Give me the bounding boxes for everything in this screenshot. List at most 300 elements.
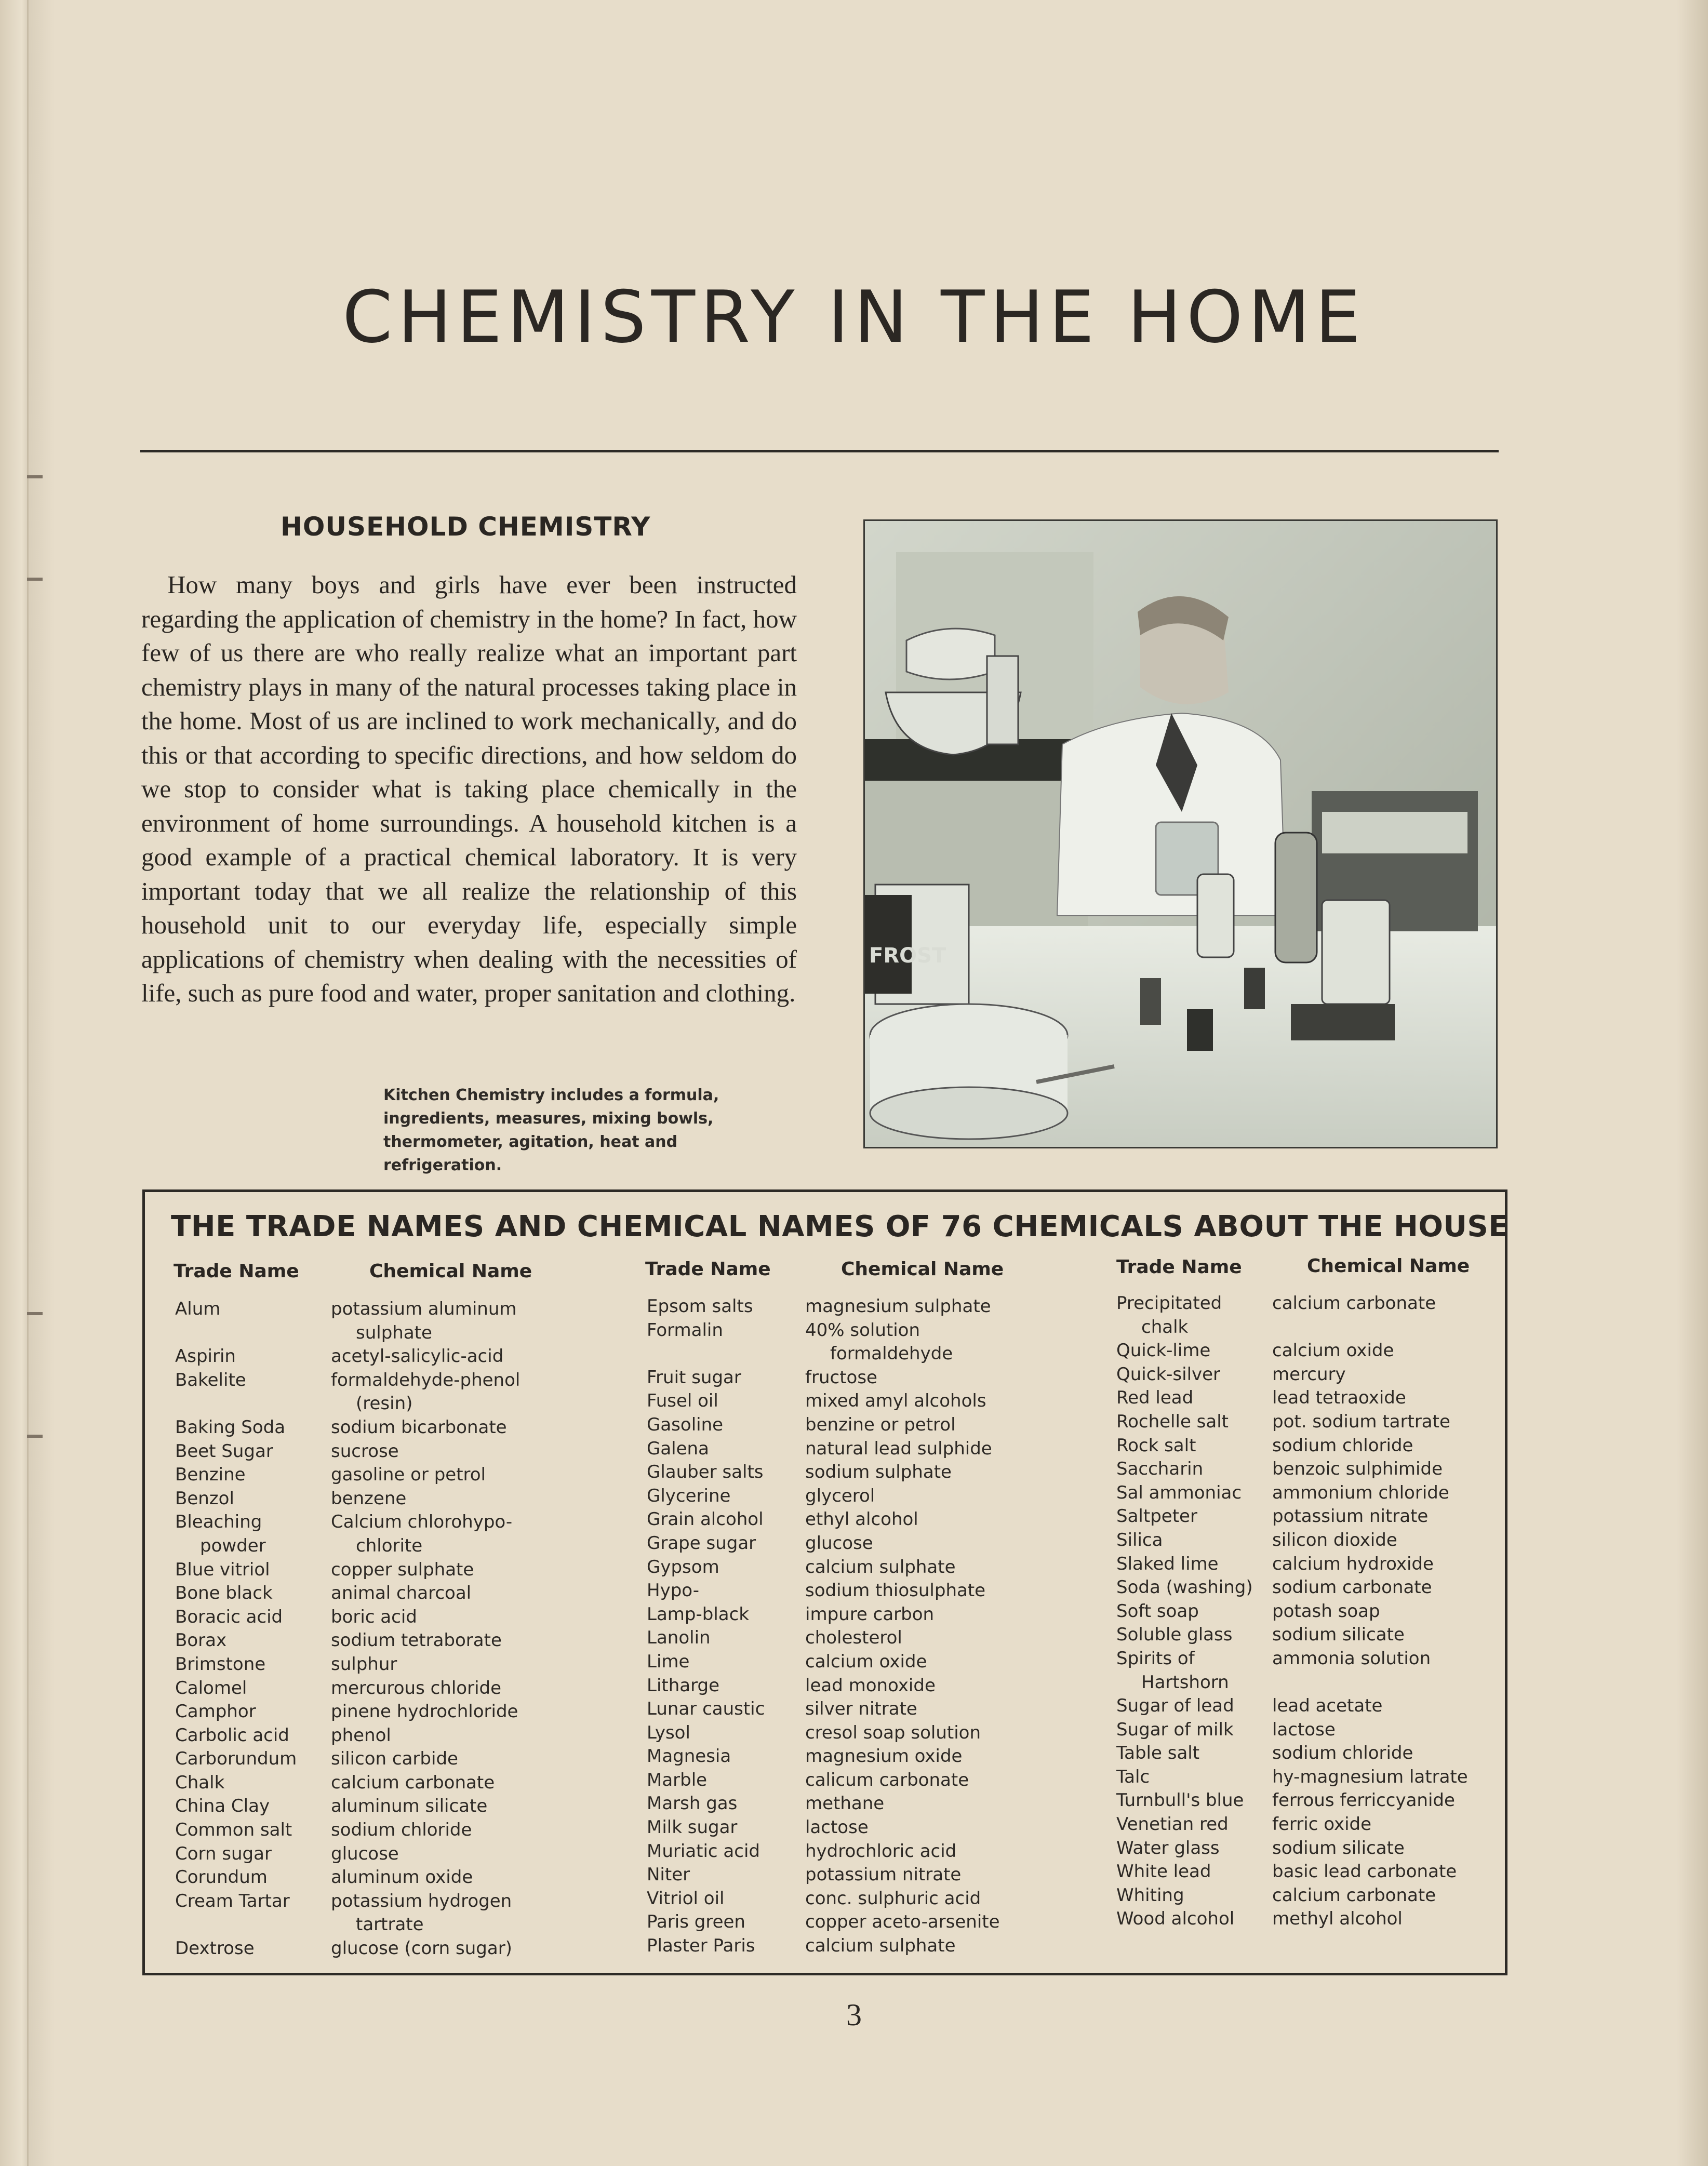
table-row [647, 1603, 1000, 1627]
trade-name-text: Water glass [1116, 1837, 1220, 1859]
chemical-name-cell [1272, 1386, 1406, 1410]
trade-name-text: Rochelle salt [1116, 1411, 1229, 1432]
chemical-name-cell [331, 1440, 399, 1464]
table-row [1116, 1434, 1468, 1458]
trade-name-text: White lead [1116, 1861, 1211, 1882]
table-row [1116, 1576, 1468, 1600]
chemical-name-text: sodium chloride [1272, 1435, 1413, 1456]
table-row [1116, 1292, 1468, 1339]
trade-name-cell [647, 1413, 805, 1437]
chemical-name-text: gasoline or petrol [331, 1464, 486, 1486]
table-row [647, 1721, 1000, 1745]
photo-caption: Kitchen Chemistry includes a formula, ingredients, measures, mixing bowls, thermometer, agitation, heat and refrigeration. [383, 1086, 719, 1174]
table-row [647, 1437, 1000, 1461]
trade-name-cell [1116, 1505, 1272, 1529]
trade-name-cell [1116, 1481, 1272, 1505]
trade-name-cell [647, 1508, 805, 1532]
chemical-name-text: potassium nitrate [1272, 1506, 1429, 1527]
chemical-name-text: mercurous chloride [331, 1677, 502, 1699]
trade-name-cell [175, 1700, 331, 1724]
chemical-name-text: mixed amyl alcohols [805, 1390, 986, 1412]
chemical-name-text: calcium hydroxide [1272, 1553, 1434, 1574]
table-row [175, 1298, 520, 1345]
trade-name-text: Precipitated [1116, 1293, 1222, 1314]
chemical-name-text: calicum carbonate [805, 1769, 969, 1790]
trade-name-text: Alum [175, 1299, 221, 1319]
trade-name-text: Gypsom [647, 1556, 719, 1577]
trade-name-cell [175, 1890, 331, 1937]
chemical-name-text: cresol soap solution [805, 1722, 981, 1743]
trade-name-cell [175, 1653, 331, 1677]
table-row [1116, 1481, 1468, 1505]
chemical-name-cell [805, 1366, 877, 1390]
chemical-name-cell [331, 1771, 495, 1795]
trade-name-cell [647, 1887, 805, 1911]
chemical-name-header: Chemical Name [369, 1261, 532, 1282]
table-row [175, 1771, 520, 1795]
chemical-name-cell [1272, 1694, 1382, 1718]
table-column-1 [175, 1298, 520, 1961]
trade-name-text: China Clay [175, 1796, 270, 1817]
trade-name-text: Benzine [175, 1464, 246, 1486]
table-row [1116, 1884, 1468, 1908]
trade-name-text: Red lead [1116, 1387, 1194, 1409]
trade-name-cell [647, 1532, 805, 1556]
chemical-name-cell [1272, 1529, 1397, 1553]
trade-name-cell [175, 1819, 331, 1842]
table-row [1116, 1505, 1468, 1529]
chemical-name-text: ammonium chloride [1272, 1482, 1449, 1503]
chemical-name-cell [1272, 1458, 1443, 1481]
table-row [647, 1508, 1000, 1532]
trade-name-text: Hypo- [647, 1580, 699, 1601]
title-divider [140, 450, 1499, 452]
table-row [1116, 1600, 1468, 1624]
chemical-name-text: potash soap [1272, 1600, 1380, 1622]
page-number: 3 [846, 1998, 862, 2032]
chemical-name-text: lead acetate [1272, 1695, 1383, 1717]
table-row [647, 1626, 1000, 1650]
chemical-name-cell [331, 1890, 512, 1937]
chemical-name-cell [1272, 1339, 1394, 1363]
table-row [647, 1366, 1000, 1390]
trade-name-cell [1116, 1647, 1272, 1694]
chemical-name-cell [331, 1298, 517, 1345]
chemical-name-cell [1272, 1363, 1346, 1387]
trade-name-cell [1116, 1553, 1272, 1576]
trade-name-text: Lysol [647, 1722, 690, 1743]
trade-name-text: Carborundum [175, 1748, 297, 1770]
chemical-name-cell [1272, 1742, 1413, 1766]
chemical-name-cell [805, 1319, 953, 1366]
trade-name-cell [647, 1319, 805, 1366]
chemical-name-cell [1272, 1718, 1336, 1742]
table-row [647, 1697, 1000, 1721]
trade-name-cell [1116, 1292, 1272, 1339]
chemical-name-cell [1272, 1600, 1380, 1624]
trade-name-cell [647, 1366, 805, 1390]
trade-name-cell [1116, 1742, 1272, 1766]
trade-name-text: Talc [1116, 1766, 1150, 1787]
chemical-name-cell [331, 1629, 502, 1653]
trade-name-cell [647, 1389, 805, 1413]
trade-name-text: Magnesia [647, 1746, 731, 1767]
trade-name-text: Soda (washing) [1116, 1577, 1253, 1598]
trade-name-text: Sugar of lead [1116, 1695, 1234, 1717]
chemical-name-text: aluminum oxide [331, 1867, 473, 1888]
chemical-name-cell [1272, 1860, 1457, 1884]
chemical-name-cell [805, 1532, 873, 1556]
trade-name-cell [1116, 1694, 1272, 1718]
table-row [647, 1863, 1000, 1887]
trade-name-text: Corundum [175, 1867, 268, 1888]
chemical-name-text: sulphur [331, 1653, 397, 1675]
table-row [647, 1413, 1000, 1437]
trade-name-text: Spirits of [1116, 1648, 1195, 1669]
trade-name-cell [175, 1724, 331, 1748]
chemical-name-cell [1272, 1789, 1455, 1813]
trade-name-text: Calomel [175, 1677, 247, 1699]
chemical-name-cell [805, 1556, 956, 1580]
trade-name-cell [1116, 1623, 1272, 1647]
trade-name-text: Carbolic acid [175, 1724, 289, 1746]
trade-name-text: Gasoline [647, 1414, 724, 1435]
trade-name-header: Trade Name [645, 1259, 771, 1280]
table-row [175, 1416, 520, 1440]
trade-name-text: Galena [647, 1438, 709, 1459]
trade-name-text: Silica [1116, 1529, 1163, 1550]
chemical-name-text: methane [805, 1793, 885, 1814]
trade-name-cell [647, 1934, 805, 1958]
trade-name-cell [1116, 1884, 1272, 1908]
trade-name-cell [1116, 1860, 1272, 1884]
chemical-name-cell [805, 1674, 936, 1698]
trade-name-text: Corn sugar [175, 1843, 272, 1864]
table-row [175, 1463, 520, 1487]
chemical-name-text: pinene hydrochloride [331, 1701, 518, 1722]
chemical-name-text: acetyl-salicylic-acid [331, 1346, 504, 1367]
trade-name-text: Borax [175, 1630, 227, 1651]
chemical-name-cell [805, 1769, 969, 1793]
photo-box-label: FROST [869, 944, 946, 968]
table-row [1116, 1553, 1468, 1576]
chemical-name-text: sodium chloride [1272, 1743, 1413, 1764]
chemical-name-text: impure carbon [805, 1603, 935, 1625]
trade-name-text: Lanolin [647, 1627, 711, 1649]
chemical-name-cell [805, 1437, 992, 1461]
chemical-name-cell [1272, 1647, 1431, 1694]
trade-name-cell [1116, 1363, 1272, 1387]
trade-name-text: Table salt [1116, 1743, 1200, 1764]
trade-name-cell [175, 1937, 331, 1961]
trade-name-cell [175, 1842, 331, 1866]
chemical-name-text: ethyl alcohol [805, 1509, 918, 1530]
chemical-name-text: sodium thiosulphate [805, 1580, 986, 1601]
chemical-name-cell [331, 1369, 520, 1416]
table-row [175, 1510, 520, 1558]
chemical-name-cell [1272, 1907, 1403, 1931]
chemical-name-cell [1272, 1481, 1449, 1505]
table-column-2 [647, 1295, 1000, 1958]
chemical-name-text: fructose [805, 1367, 877, 1388]
trade-name-text: Common salt [175, 1820, 292, 1841]
chemical-name-text: calcium carbonate [1272, 1884, 1436, 1906]
chemical-name-cell [1272, 1434, 1413, 1458]
trade-name-cell [647, 1863, 805, 1887]
chemical-name-cell [1272, 1813, 1371, 1837]
chemical-name-cell [805, 1485, 875, 1508]
trade-name-text: Benzol [175, 1488, 234, 1509]
chemical-name-text: 40% solution [805, 1319, 920, 1341]
table-row [175, 1487, 520, 1511]
chemical-name-text: aluminum silicate [331, 1796, 488, 1817]
chemical-name-cell [331, 1582, 471, 1606]
chemical-name-cell [805, 1508, 918, 1532]
chemical-name-cell [805, 1413, 956, 1437]
chemical-name-cell [331, 1724, 391, 1748]
binding-staple [27, 475, 43, 478]
chemical-name-continuation: sulphate [356, 1322, 432, 1343]
trade-name-cell [647, 1650, 805, 1674]
chemical-name-text: silicon carbide [331, 1748, 458, 1770]
chemical-name-text: sodium silicate [1272, 1624, 1405, 1646]
trade-name-text: Whiting [1116, 1884, 1184, 1906]
chemical-name-continuation: formaldehyde [830, 1343, 953, 1365]
chemical-name-text: calcium carbonate [331, 1772, 495, 1793]
trade-name-text: Glycerine [647, 1485, 731, 1506]
trade-name-text: Chalk [175, 1772, 225, 1793]
chemical-name-cell [331, 1842, 399, 1866]
chemical-name-cell [331, 1510, 512, 1558]
trade-name-text: Beet Sugar [175, 1440, 273, 1462]
trade-name-text: Muriatic acid [647, 1840, 760, 1862]
trade-name-text: Soft soap [1116, 1600, 1199, 1622]
chemical-name-text: sodium chloride [331, 1820, 472, 1841]
chemical-name-text: potassium nitrate [805, 1864, 962, 1886]
chemical-name-text: glucose [805, 1532, 873, 1554]
trade-name-cell [175, 1345, 331, 1369]
table-row [175, 1677, 520, 1701]
trade-name-cell [647, 1461, 805, 1485]
trade-name-cell [647, 1840, 805, 1864]
chemical-name-text: ferrous ferriccyanide [1272, 1790, 1455, 1811]
table-row [647, 1792, 1000, 1816]
chemical-name-cell [805, 1934, 956, 1958]
chemical-name-text: pot. sodium tartrate [1272, 1411, 1450, 1432]
trade-name-text: Sal ammoniac [1116, 1482, 1242, 1503]
table-row [175, 1747, 520, 1771]
chemical-name-cell [805, 1650, 927, 1674]
trade-name-cell [647, 1721, 805, 1745]
table-row [647, 1579, 1000, 1603]
chemical-name-text: sodium silicate [1272, 1837, 1405, 1859]
table-row [647, 1887, 1000, 1911]
trade-name-text: Bleaching [175, 1512, 262, 1533]
chemical-name-cell [805, 1626, 902, 1650]
trade-name-text: Vitriol oil [647, 1888, 725, 1909]
chemical-name-cell [805, 1389, 986, 1413]
trade-name-header: Trade Name [1116, 1256, 1242, 1278]
chemical-name-text: calcium sulphate [805, 1556, 956, 1577]
table-row [175, 1819, 520, 1842]
table-row [175, 1653, 520, 1677]
chemical-name-text: calcium oxide [1272, 1340, 1394, 1361]
chemical-name-text: cholesterol [805, 1627, 902, 1649]
trade-name-cell [1116, 1837, 1272, 1861]
trade-name-cell [175, 1510, 331, 1558]
chemical-name-cell [805, 1816, 869, 1840]
chemical-name-continuation: tartrate [356, 1914, 424, 1935]
table-row [647, 1769, 1000, 1793]
trade-name-text: Formalin [647, 1319, 723, 1341]
chemical-name-cell [331, 1677, 501, 1701]
chemical-name-text: copper sulphate [331, 1559, 474, 1580]
trade-name-cell [175, 1487, 331, 1511]
trade-name-cell [647, 1674, 805, 1698]
trade-name-continuation: Hartshorn [1141, 1672, 1229, 1693]
chemical-name-cell [331, 1747, 458, 1771]
chemical-name-text: glycerol [805, 1485, 875, 1506]
chemical-name-text: sodium carbonate [1272, 1577, 1432, 1598]
chemical-name-cell [1272, 1837, 1405, 1861]
chemical-name-cell [1272, 1553, 1434, 1576]
chemical-name-text: sucrose [331, 1440, 399, 1462]
trade-name-text: Epsom salts [647, 1296, 753, 1317]
trade-name-text: Bone black [175, 1583, 273, 1604]
trade-name-text: Aspirin [175, 1346, 236, 1367]
trade-name-cell [175, 1747, 331, 1771]
chemical-name-text: glucose [331, 1843, 399, 1864]
chemical-name-text: hy-magnesium latrate [1272, 1766, 1468, 1787]
trade-name-cell [647, 1556, 805, 1580]
table-row [647, 1461, 1000, 1485]
chemical-name-text: animal charcoal [331, 1583, 472, 1604]
table-row [647, 1934, 1000, 1958]
chemical-name-cell [805, 1603, 934, 1627]
chemical-name-text: sodium sulphate [805, 1462, 952, 1483]
chemical-name-cell [1272, 1576, 1432, 1600]
table-row [1116, 1363, 1468, 1387]
table-row [175, 1724, 520, 1748]
table-row [647, 1816, 1000, 1840]
trade-name-cell [1116, 1458, 1272, 1481]
section-heading: HOUSEHOLD CHEMISTRY [281, 512, 651, 542]
chemical-name-cell [331, 1487, 406, 1511]
chemical-name-cell [1272, 1505, 1428, 1529]
trade-name-text: Milk sugar [647, 1817, 738, 1838]
table-row [647, 1745, 1000, 1769]
table-row [1116, 1339, 1468, 1363]
chemical-name-text: potassium aluminum [331, 1299, 517, 1319]
chemical-name-cell [331, 1558, 474, 1582]
table-row [175, 1369, 520, 1416]
chemical-name-cell [331, 1866, 473, 1890]
trade-name-cell [647, 1437, 805, 1461]
chemical-name-text: conc. sulphuric acid [805, 1888, 981, 1909]
trade-name-text: Saltpeter [1116, 1506, 1197, 1527]
chemical-name-text: silicon dioxide [1272, 1529, 1397, 1550]
chemical-name-text: lactose [805, 1817, 869, 1838]
table-row [175, 1795, 520, 1819]
chemical-name-text: sodium bicarbonate [331, 1416, 507, 1438]
chemical-name-header: Chemical Name [841, 1259, 1004, 1280]
chemical-name-text: lead tetraoxide [1272, 1387, 1406, 1409]
table-row [175, 1866, 520, 1890]
table-row [175, 1890, 520, 1937]
trade-name-text: Lunar caustic [647, 1699, 765, 1720]
trade-name-cell [647, 1745, 805, 1769]
table-row [1116, 1813, 1468, 1837]
table-row [647, 1910, 1000, 1934]
trade-name-cell [175, 1771, 331, 1795]
trade-name-cell [647, 1792, 805, 1816]
trade-name-text: Camphor [175, 1701, 256, 1722]
chemical-name-continuation: chlorite [356, 1535, 423, 1556]
chemical-name-cell [1272, 1292, 1436, 1339]
photo-illustration [865, 521, 1496, 1147]
trade-name-text: Quick-lime [1116, 1340, 1211, 1361]
binding-staple [27, 1312, 43, 1315]
table-row [1116, 1789, 1468, 1813]
trade-name-text: Baking Soda [175, 1416, 286, 1438]
binding-staple [27, 578, 43, 581]
chemical-name-text: lactose [1272, 1719, 1336, 1740]
table-heading: THE TRADE NAMES AND CHEMICAL NAMES OF 76 CHEMICALS ABOUT THE HOUSE [171, 1210, 1509, 1244]
binding-staple [27, 1435, 43, 1438]
trade-name-text: Lamp-black [647, 1603, 749, 1625]
chemical-name-cell [1272, 1410, 1450, 1434]
table-row [1116, 1860, 1468, 1884]
trade-name-text: Wood alcohol [1116, 1908, 1235, 1930]
trade-name-text: Plaster Paris [647, 1935, 755, 1957]
trade-name-cell [175, 1463, 331, 1487]
trade-name-cell [647, 1485, 805, 1508]
table-row [647, 1674, 1000, 1698]
table-row [647, 1295, 1000, 1319]
table-row [647, 1532, 1000, 1556]
chemical-name-text: benzine or petrol [805, 1414, 956, 1435]
chemical-name-cell [805, 1697, 917, 1721]
trade-name-cell [1116, 1386, 1272, 1410]
table-row [1116, 1458, 1468, 1481]
trade-name-text: Soluble glass [1116, 1624, 1233, 1646]
chemical-name-text: calcium carbonate [1272, 1293, 1436, 1314]
trade-name-cell [1116, 1434, 1272, 1458]
trade-name-cell [175, 1866, 331, 1890]
chemical-name-text: sodium tetraborate [331, 1630, 502, 1651]
trade-name-cell [647, 1579, 805, 1603]
trade-name-cell [1116, 1718, 1272, 1742]
table-row [1116, 1386, 1468, 1410]
chemical-name-text: formaldehyde-phenol [331, 1369, 521, 1390]
trade-name-cell [647, 1295, 805, 1319]
table-row [175, 1606, 520, 1629]
trade-name-text: Lime [647, 1651, 690, 1672]
trade-name-text: Quick-silver [1116, 1363, 1221, 1385]
chemical-name-text: calcium sulphate [805, 1935, 956, 1957]
trade-name-cell [1116, 1529, 1272, 1553]
chemical-name-text: natural lead sulphide [805, 1438, 992, 1459]
table-row [175, 1558, 520, 1582]
table-row [175, 1700, 520, 1724]
chemical-name-cell [805, 1863, 961, 1887]
chemical-name-cell [805, 1721, 981, 1745]
chemical-name-cell [331, 1795, 487, 1819]
chemical-name-cell [805, 1887, 981, 1911]
chemical-name-cell [331, 1606, 417, 1629]
trade-name-text: Turnbull's blue [1116, 1790, 1244, 1811]
trade-name-cell [175, 1629, 331, 1653]
